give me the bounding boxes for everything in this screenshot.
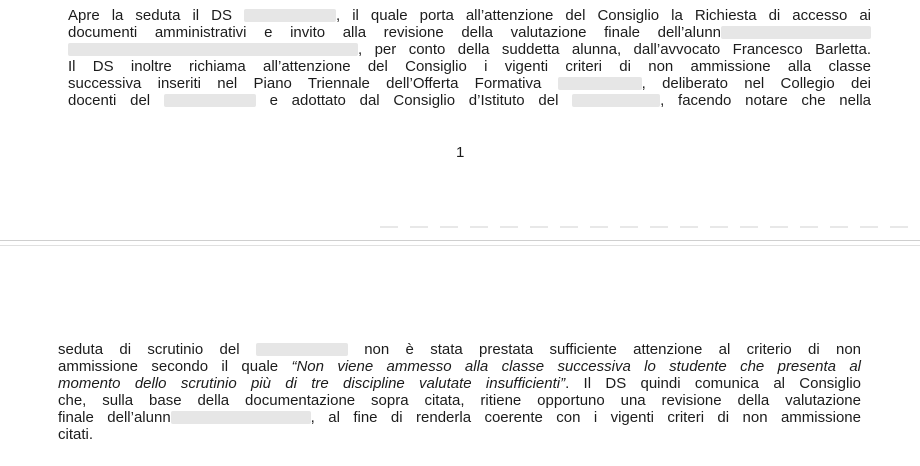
redacted-date [256,343,348,356]
text-line: seduta di scrutinio del non è stata prestata sufficiente attenzione al criterio di non [58,341,861,358]
text-line: ammissione secondo il quale “Non viene ammesso alla classe successiva lo studente che presenta al [58,358,861,375]
text-line: docenti del e adottato dal Consiglio d’Istituto del , facendo notare che nella [68,92,871,109]
redacted-date [572,94,660,107]
text-line: successiva inseriti nel Piano Triennale dell’Offerta Formativa , deliberato nel Collegio dei [68,75,872,92]
redacted-name [68,43,358,56]
redacted-name [721,26,871,39]
text-line: Apre la seduta il DS , il quale porta all’attenzione del Consiglio la Richiesta di accesso ai [68,7,871,24]
text-line: che, sulla base della documentazione sopra citata, ritiene opportuno una revisione della valutazione [58,392,861,409]
page-2 [0,246,920,466]
paragraph-page-1 [68,7,871,109]
text-line: citati. [58,426,94,443]
redacted-name [244,9,336,22]
page-break-divider [0,240,920,241]
redacted-year [558,77,642,90]
redacted-date [164,94,256,107]
paragraph-page-2 [58,341,861,443]
text-line: documenti amministrativi e invito alla revisione della valutazione finale dell’alunn [68,24,871,41]
page-number: 1 [456,144,465,161]
text-line: , per conto della suddetta alunna, dall’avvocato Francesco Barletta. [68,41,871,58]
text-line: Il DS inoltre richiama all’attenzione del Consiglio i vigenti criteri di non ammissione alla classe [68,58,871,75]
text-line: momento dello scrutinio più di tre discipline valutate insufficienti”. Il DS quindi comunica al Consiglio [58,375,861,392]
text-line: finale dell’alunn , al fine di renderla coerente con i vigenti criteri di non ammissione [58,409,861,426]
redacted-name [171,411,311,424]
scan-artifact [380,226,920,228]
